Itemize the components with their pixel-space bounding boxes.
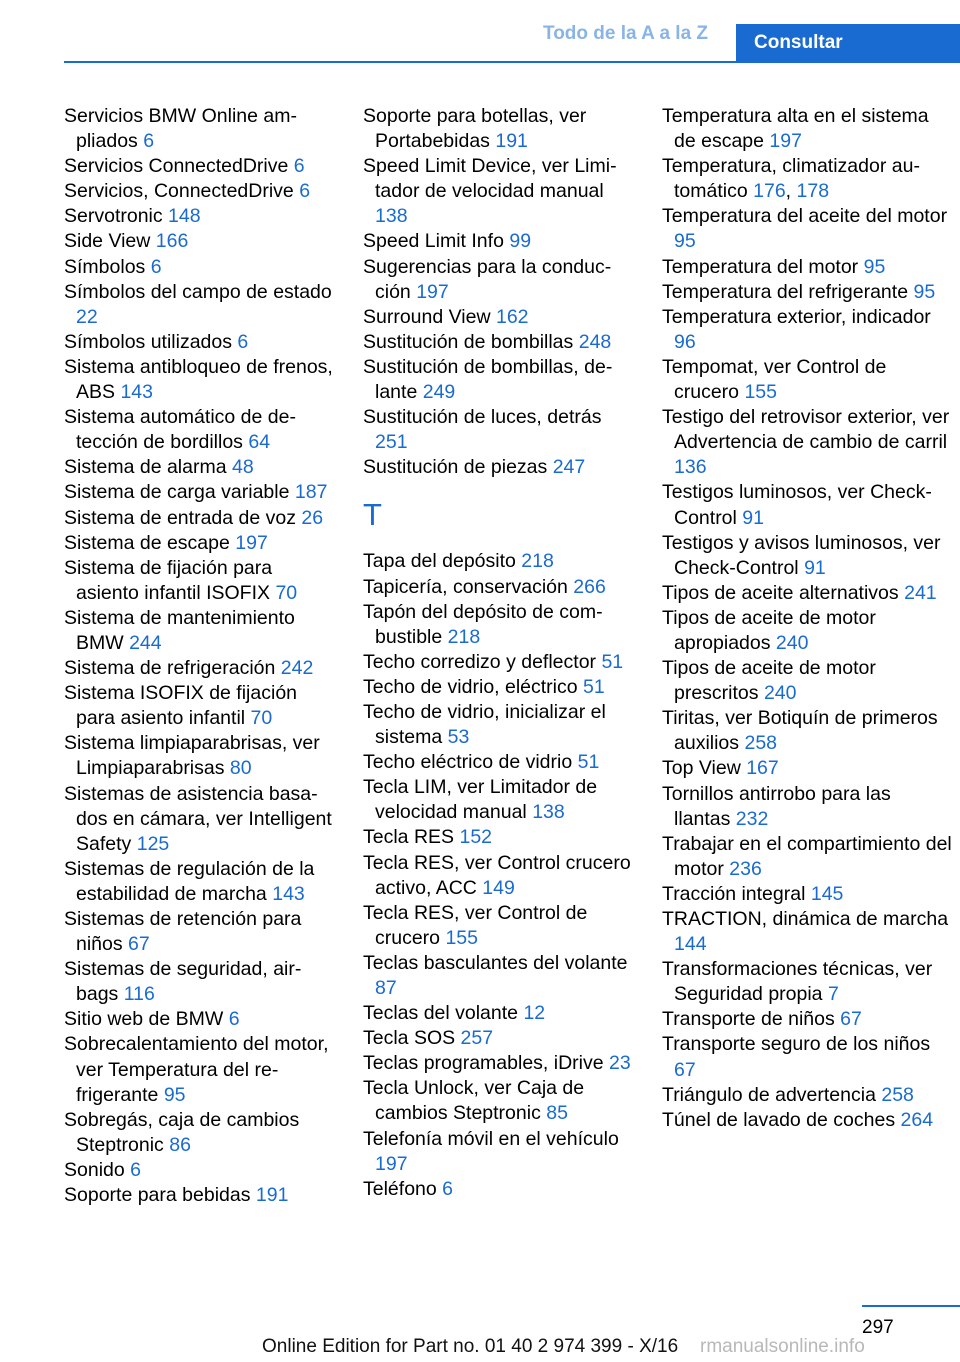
index-term: Sistema de carga variable [64,481,290,504]
index-term: TRACTION, dinámica de marcha [662,908,949,930]
index-entry [662,154,952,204]
index-entry [363,750,635,775]
index-entry [662,255,952,280]
index-entry [363,549,635,574]
index-term: Sistema ISOFIX de fijación para asiento infantil [64,682,298,730]
footer-rule [862,1305,960,1307]
index-entry [662,756,952,781]
page-ref-link[interactable]: 85 [546,1102,568,1125]
index-entry [662,405,952,480]
index-term: Temperatura, climatizador automático [662,155,920,203]
index-column-2 [363,104,635,1202]
page-ref-link[interactable]: 197 [769,130,802,153]
page-ref-link[interactable]: 218 [447,625,481,648]
page-ref-link[interactable]: 247 [552,456,586,479]
page-ref-link[interactable]: 155 [445,926,478,949]
page-ref-link[interactable]: 167 [746,757,779,780]
index-term: Tapa del depósito [363,550,516,573]
index-entry [64,1158,336,1183]
index-entry [363,1001,635,1026]
page-ref-link[interactable]: 197 [416,280,449,303]
index-entry [662,1007,952,1032]
index-entry [662,531,952,581]
page-ref-link[interactable]: 99 [509,230,532,253]
index-entry [363,600,635,650]
index-entry [662,355,952,405]
index-entry [662,1083,952,1108]
page-ref-link[interactable]: 240 [763,682,797,705]
index-term: Temperatura del motor [662,255,859,278]
page-ref-link[interactable]: 149 [482,876,515,899]
page-ref-link[interactable]: 187 [294,481,328,504]
page-ref-link[interactable]: 95 [163,1083,186,1106]
index-entry [64,179,336,204]
page-ref-link[interactable]: 138 [375,205,408,228]
page-ref-link[interactable]: 95 [913,280,936,303]
page-ref-link[interactable]: 136 [674,456,707,479]
index-entry [64,1032,336,1107]
index-entry [64,330,336,355]
page-ref-link[interactable]: 162 [495,305,529,328]
page-separator: , [785,180,797,203]
index-term: Tecla Unlock, ver Caja de cambios Steptronic [363,1077,585,1125]
index-term: Sitio web de BMW [64,1008,224,1031]
index-column-3 [662,104,952,1133]
page-ref-link[interactable]: 6 [237,330,249,353]
index-entry [363,951,635,1001]
index-term: Temperatura exterior, indicador [662,305,931,328]
page-ref-link[interactable]: 64 [248,431,271,454]
index-entry [363,104,635,154]
index-entry [662,782,952,832]
page-ref-link[interactable]: 6 [143,130,155,153]
index-term: Servotronic [64,205,163,228]
index-term: Sistema antibloqueo de frenos, ABS [64,355,333,404]
index-term: Triángulo de advertencia [662,1083,876,1106]
page-ref-link[interactable]: 22 [76,305,98,328]
page-ref-link[interactable]: 51 [601,650,624,673]
index-term: Sugerencias para la conducción [363,255,612,303]
index-entry [363,675,635,700]
index-term: Símbolos utilizados [64,330,232,353]
index-term: Sistema de mantenimiento BMW [64,606,295,654]
page-ref-link[interactable]: 116 [123,983,155,1006]
index-entry [64,556,336,606]
index-term: Sistema de fijación para asiento infantil ISOFIX [64,556,273,604]
page-ref-link[interactable]: 96 [674,330,696,353]
index-entry [363,700,635,750]
index-entry [64,857,336,907]
page-ref-link[interactable]: 232 [735,807,769,830]
index-entry [64,355,336,405]
page-number: 297 [862,1317,894,1338]
index-term: Servicios, ConnectedDrive [64,180,294,203]
index-entry [662,581,952,606]
page-ref-link[interactable]: 53 [447,726,470,749]
index-term: Tipos de aceite de motor prescritos [662,657,876,705]
page-ref-link[interactable]: 166 [155,230,189,253]
index-term: Techo corredizo y deflector [363,650,597,673]
index-term: Servicios ConnectedDrive [64,155,289,178]
index-entry [363,455,635,480]
index-term: Sobrecalentamiento del motor, ver Temperatura del refrigerante [64,1033,329,1106]
page-ref-link[interactable]: 51 [577,751,600,774]
index-entry [662,706,952,756]
page-ref-link[interactable]: 7 [827,983,839,1006]
index-term: Sistema de escape [64,531,230,554]
index-term: Sistema de entrada de voz [64,506,296,529]
index-entry [363,575,635,600]
index-term: Soporte para bebidas [64,1184,251,1207]
footer-edition: Online Edition for Part no. 01 40 2 974 399 - X/16 [262,1336,679,1357]
index-entry [64,531,336,556]
index-column-1 [64,104,336,1208]
index-term: Tiritas, ver Botiquín de primeros auxilios [662,707,938,755]
index-term: Símbolos [64,255,146,278]
page-ref-link[interactable]: 176 [753,180,786,203]
index-term: Speed Limit Device, ver Limitador de velocidad manual [363,155,617,203]
page-ref-link[interactable]: 138 [532,801,565,824]
index-term: Tipos de aceite de motor apropiados [662,606,876,654]
index-term: Sonido [64,1158,125,1181]
page-ref-link[interactable]: 145 [810,882,844,905]
index-entry [363,901,635,951]
index-term: Teclas basculantes del volante [363,951,628,974]
index-entry [662,907,952,957]
index-term: Tracción integral [662,882,806,905]
index-term: Speed Limit Info [363,230,504,253]
index-term: Testigo del retrovisor exterior, ver Advertencia de cambio de carril [662,406,950,454]
index-entry [662,832,952,882]
index-term: Transporte de niños [662,1008,835,1031]
page-ref-link[interactable]: 240 [775,631,809,654]
index-term: Testigos luminosos, ver Check-Control [662,481,932,529]
index-entry [64,1183,336,1208]
page-ref-link[interactable]: 266 [573,575,606,598]
index-term: Techo eléctrico de vidrio [363,751,573,774]
page-ref-link[interactable]: 26 [301,506,324,529]
index-term: Temperatura del aceite del motor [662,205,948,228]
page-ref-link[interactable]: 125 [136,832,170,855]
index-entry [363,330,635,355]
page-ref-link[interactable]: 264 [900,1108,934,1131]
index-term: Teléfono [363,1177,437,1200]
page-ref-link[interactable]: 251 [375,431,408,454]
section-tab[interactable]: Consultar [736,24,960,62]
index-term: Techo de vidrio, inicializar el sistema [363,700,606,749]
page-ref-link[interactable]: 95 [863,255,886,278]
page-ref-link[interactable]: 248 [578,330,612,353]
index-entry [363,1051,635,1076]
index-entry [363,229,635,254]
index-entry [64,154,336,179]
index-term: Sistema automático de detección de bordillos [64,406,296,454]
index-term: Surround View [363,305,491,328]
index-entry [64,405,336,455]
page-ref-link[interactable]: 95 [674,230,696,253]
index-entry [363,405,635,455]
index-entry [662,1032,952,1082]
index-term: Sustitución de bombillas [363,330,574,353]
index-term: Sistemas de seguridad, airbags [64,958,302,1006]
page-ref-link[interactable]: 6 [442,1177,454,1200]
page-ref-link[interactable]: 6 [299,180,311,203]
index-term: Túnel de lavado de coches [662,1108,896,1131]
index-entry [64,957,336,1007]
index-entry [64,480,336,505]
index-entry [363,154,635,229]
page-ref-link[interactable]: 152 [459,826,493,849]
index-entry [64,782,336,857]
index-term: Sistemas de retención para niños [64,908,302,956]
index-entry [363,1177,635,1202]
index-term: Tempomat, ver Control de crucero [662,355,887,404]
watermark: rmanualsonline.info [700,1336,865,1357]
index-entry [64,506,336,531]
page-ref-link[interactable]: 6 [293,155,305,178]
index-entry [64,907,336,957]
index-term: Sistemas de regulación de la estabilidad de marcha [64,857,315,905]
index-entry [662,204,952,254]
index-entry [363,1076,635,1126]
index-entry [662,957,952,1007]
index-entry [662,104,952,154]
index-entry [64,255,336,280]
index-term: Sustitución de luces, detrás [363,406,602,429]
index-entry [64,104,336,154]
index-term: Sistema de alarma [64,456,227,479]
index-term: Temperatura del refrigerante [662,280,909,303]
page-ref-link[interactable]: 244 [129,631,162,654]
page-ref-link[interactable]: 48 [232,456,254,479]
index-term: Teclas del volante [363,1002,519,1025]
page-header [0,0,960,64]
page-ref-link[interactable]: 143 [272,882,305,905]
index-term: Servicios BMW Online ampliados [64,105,297,153]
index-term: Símbolos del campo de estado [64,280,332,303]
index-term: Sobregás, caja de cambios Steptronic [64,1108,300,1156]
index-entry [363,1026,635,1051]
index-term: Transformaciones técnicas, ver Seguridad propia [662,958,933,1006]
page-ref-link[interactable]: 6 [228,1008,240,1031]
index-term: Tipos de aceite alternativos [662,581,899,604]
page-ref-link[interactable]: 148 [168,205,201,228]
index-entry [363,355,635,405]
page-ref-link[interactable]: 80 [229,757,252,780]
index-entry [363,825,635,850]
page-ref-link[interactable]: 257 [460,1027,494,1050]
page-ref-link[interactable]: 6 [150,255,162,278]
index-term: Testigos y avisos luminosos, ver Check-Control [662,531,941,579]
page-ref-link[interactable]: 197 [235,531,268,554]
index-entry [662,882,952,907]
index-entry [662,480,952,530]
index-entry [363,255,635,305]
page-ref-link[interactable]: 258 [881,1083,914,1106]
index-term: Tornillos antirrobo para las llantas [662,782,891,830]
index-entry [64,731,336,781]
page-ref-link[interactable]: 51 [583,675,605,698]
index-entry [64,681,336,731]
page-ref-link[interactable]: 91 [804,556,826,579]
index-term: Transporte seguro de los niños [662,1033,931,1056]
index-term: Tapicería, conservación [363,575,568,598]
page-ref-link[interactable]: 178 [796,180,830,203]
page-ref-link[interactable]: 87 [375,977,397,999]
index-term: Tecla SOS [363,1027,456,1050]
index-entry [662,1108,952,1133]
page-ref-link[interactable]: 249 [422,381,456,404]
page-ref-link[interactable]: 12 [523,1002,546,1025]
index-entry [363,305,635,330]
page-ref-link[interactable]: 143 [120,381,153,404]
index-term: Tecla RES, ver Control crucero activo, ACC [363,851,631,899]
page-ref-link[interactable]: 91 [742,506,764,529]
index-term: Techo de vidrio, eléctrico [363,675,578,698]
index-entry [64,204,336,229]
index-term: Sistema de refrigeración [64,657,276,680]
header-rule [64,61,960,63]
index-term: Teclas programables, iDrive [363,1052,604,1075]
index-term: Top View [662,757,741,780]
index-entry [363,851,635,901]
index-term: Temperatura alta en el sistema de escape [662,105,929,153]
index-entry [64,1007,336,1032]
index-entry [662,606,952,656]
index-term: Tecla RES [363,826,455,849]
index-term: Trabajar en el compartimiento del motor [662,832,952,880]
page-ref-link[interactable]: 241 [904,581,937,604]
index-term: Sistemas de asistencia basados en cámara, ver Intelligent Safety [64,782,332,855]
page-ref-link[interactable]: 70 [275,581,298,604]
page-ref-link[interactable]: 191 [495,130,528,153]
page-ref-link[interactable]: 191 [255,1184,289,1207]
index-term: Side View [64,230,151,253]
index-term: Tecla RES, ver Control de crucero [363,901,588,949]
page-ref-link[interactable]: 70 [250,707,273,730]
section-letter: T [363,497,382,533]
index-term: Sustitución de piezas [363,456,548,479]
page-ref-link[interactable]: 144 [674,933,707,956]
page-ref-link[interactable]: 155 [744,381,777,404]
index-entry [64,606,336,656]
index-entry [64,229,336,254]
page-ref-link[interactable]: 67 [128,933,150,956]
index-entry [662,656,952,706]
index-term: Soporte para botellas, ver Portabebidas [363,105,587,153]
section-title: Todo de la A a la Z [543,23,709,44]
index-entry [64,280,336,330]
index-term: Tecla LIM, ver Limitador de velocidad manual [363,776,598,824]
index-entry [662,305,952,355]
index-term: Tapón del depósito de combustible [363,600,603,648]
page-ref-link[interactable]: 67 [840,1008,862,1031]
index-term: Sistema limpiaparabrisas, ver Limpiaparabrisas [64,732,320,780]
page-ref-link[interactable]: 67 [674,1058,696,1081]
index-entry [64,1108,336,1158]
page-ref-link[interactable]: 258 [744,732,778,755]
index-entry [662,280,952,305]
page-ref-link[interactable]: 236 [729,857,762,880]
page-ref-link[interactable]: 6 [130,1158,141,1181]
page-ref-link[interactable]: 86 [169,1133,191,1156]
index-entry [363,1127,635,1177]
index-term: Sustitución de bombillas, delante [363,355,613,404]
index-term: Telefonía móvil en el vehículo [363,1127,619,1150]
page-ref-link[interactable]: 242 [280,657,314,680]
page-ref-link[interactable]: 197 [375,1152,408,1175]
index-entry [363,775,635,825]
page-ref-link[interactable]: 23 [609,1052,631,1075]
index-entry [64,455,336,480]
index-entry [363,650,635,675]
page-ref-link[interactable]: 218 [521,550,554,573]
index-entry [64,656,336,681]
